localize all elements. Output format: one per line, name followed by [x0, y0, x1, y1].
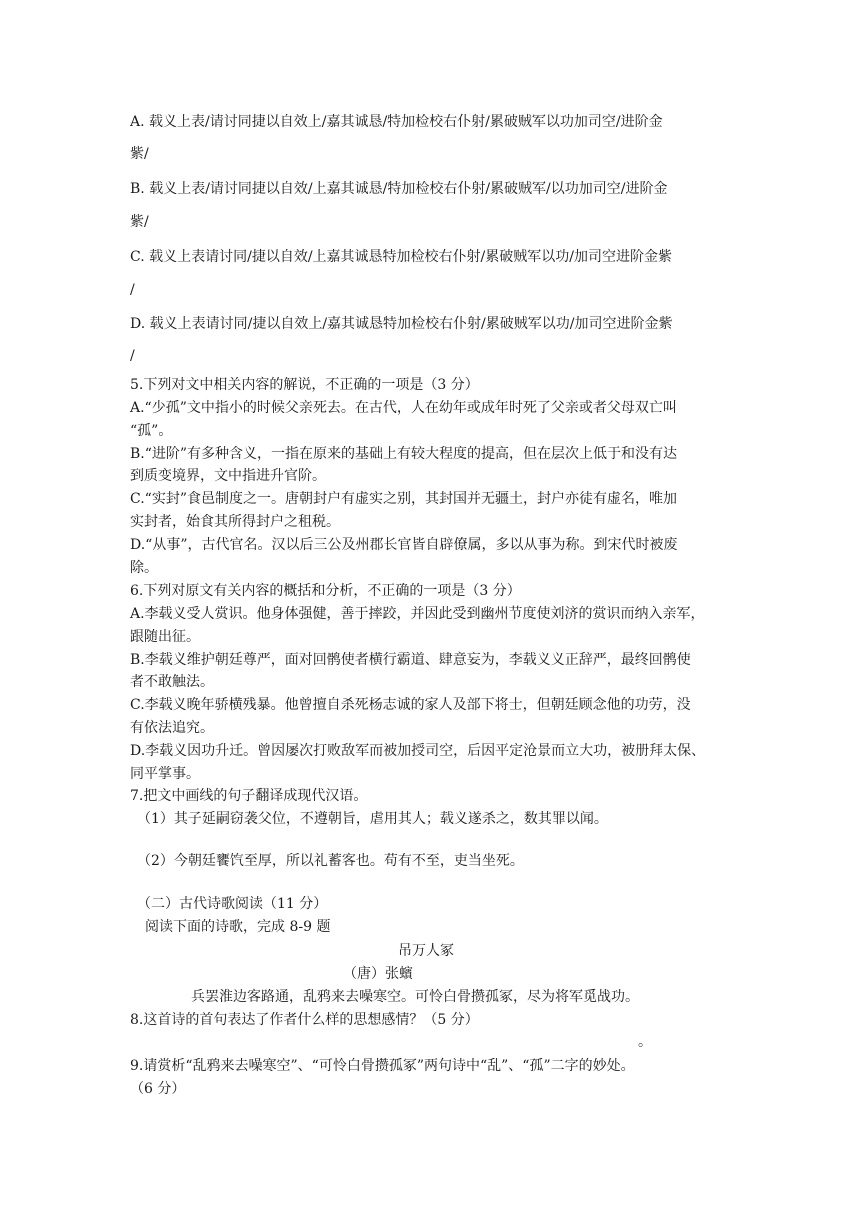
- q5-line: 到质变境界，文中指进升官阶。: [130, 468, 326, 484]
- q5-line: B.“进阶”有多种含义，一指在原来的基础上有较大程度的提高，但在层次上低于和没有达: [130, 446, 678, 462]
- q4-option-c-line2: /: [130, 282, 135, 298]
- q4-option-d-line1: D. 载义上表请讨同/捷以自效上/嘉其诚恳特加检校右仆射/累破贼军以功/加司空进阶金紫: [130, 316, 673, 332]
- q4-option-c-line1: C. 载义上表请讨同/捷以自效/上嘉其诚恳特加检校右仆射/累破贼军以功/加司空进阶金紫: [130, 249, 672, 265]
- q8-answer-dot: 。: [638, 1034, 652, 1050]
- q5-stem: 5.下列对文中相关内容的解说，不正确的一项是（3 分）: [130, 377, 479, 393]
- q5-line: A.“少孤”文中指小的时候父亲死去。在古代，人在幼年或成年时死了父亲或者父母双亡叫: [130, 400, 677, 416]
- q6-line: B.李载义维护朝廷尊严，面对回鹘使者横行霸道、肆意妄为，李载义义正辞严，最终回鹘使: [130, 652, 691, 668]
- q4-option-a-line2: 紫/: [130, 146, 149, 162]
- q6-line: A.李载义受人赏识。他身体强健，善于摔跤，并因此受到幽州节度使刘济的赏识而纳入亲军，: [130, 606, 705, 622]
- q6-line: 同平掌事。: [130, 766, 200, 782]
- q6-line: 者不敢触法。: [130, 674, 214, 690]
- q9-stem-line2: （6 分）: [130, 1081, 186, 1097]
- q6-line: 有依法追究。: [130, 720, 214, 736]
- q6-line: 跟随出征。: [130, 629, 200, 645]
- q7-sentence-1: （1）其子延嗣窃袭父位，不遵朝旨，虐用其人；载义遂杀之，数其罪以闻。: [137, 811, 608, 827]
- q7-sentence-2: （2）今朝廷饔饩至厚，所以礼蓄客也。苟有不至，吏当坐死。: [137, 853, 524, 869]
- q9-stem-line1: 9.请赏析“乱鸦来去噪寒空”、“可怜白骨攒孤冢”两句诗中“乱”、“孤”二字的妙处。: [130, 1058, 635, 1074]
- q5-line: “孤”。: [130, 423, 173, 439]
- section-instruction: 阅读下面的诗歌，完成 8-9 题: [145, 919, 331, 935]
- poem-body: 兵罢淮边客路通，乱鸦来去噪寒空。可怜白骨攒孤冢，尽为将军觅战功。: [191, 989, 639, 1005]
- section-heading: （二）古代诗歌阅读（11 分）: [137, 896, 328, 912]
- q8-stem: 8.这首诗的首句表达了作者什么样的思想感情？（5 分）: [130, 1012, 479, 1028]
- q6-stem: 6.下列对原文有关内容的概括和分析，不正确的一项是（3 分）: [130, 583, 521, 599]
- poem-author: （唐）张蠙: [343, 966, 413, 982]
- q5-line: D.“从事”，古代官名。汉以后三公及州郡长官皆自辟僚属，多以从事为称。到宋代时被废: [130, 537, 678, 553]
- q6-line: D.李载义因功升迁。曾因屡次打败敌军而被加授司空，后因平定沧景而立大功，被册拜太保、: [130, 743, 706, 759]
- q7-stem: 7.把文中画线的句子翻译成现代汉语。: [130, 788, 368, 804]
- q4-option-a-line1: A. 载义上表/请讨同捷以自效上/嘉其诚恳/特加检校右仆射/累破贼军以功加司空/进阶金: [130, 114, 663, 130]
- q5-line: 除。: [130, 560, 158, 576]
- q4-option-b-line2: 紫/: [130, 214, 149, 230]
- poem-title: 吊万人冢: [398, 943, 454, 959]
- q4-option-d-line2: /: [130, 348, 135, 364]
- q5-line: 实封者，始食其所得封户之租税。: [130, 514, 340, 530]
- q6-line: C.李载义晚年骄横残暴。他曾擅自杀死杨志诚的家人及部下将士，但朝廷顾念他的功劳，没: [130, 697, 691, 713]
- q4-option-b-line1: B. 载义上表/请讨同捷以自效/上嘉其诚恳/特加检校右仆射/累破贼军/以功加司空/进阶金: [130, 181, 668, 197]
- q5-line: C.“实封”食邑制度之一。唐朝封户有虚实之别，其封国并无疆土，封户亦徒有虚名，唯加: [130, 491, 677, 507]
